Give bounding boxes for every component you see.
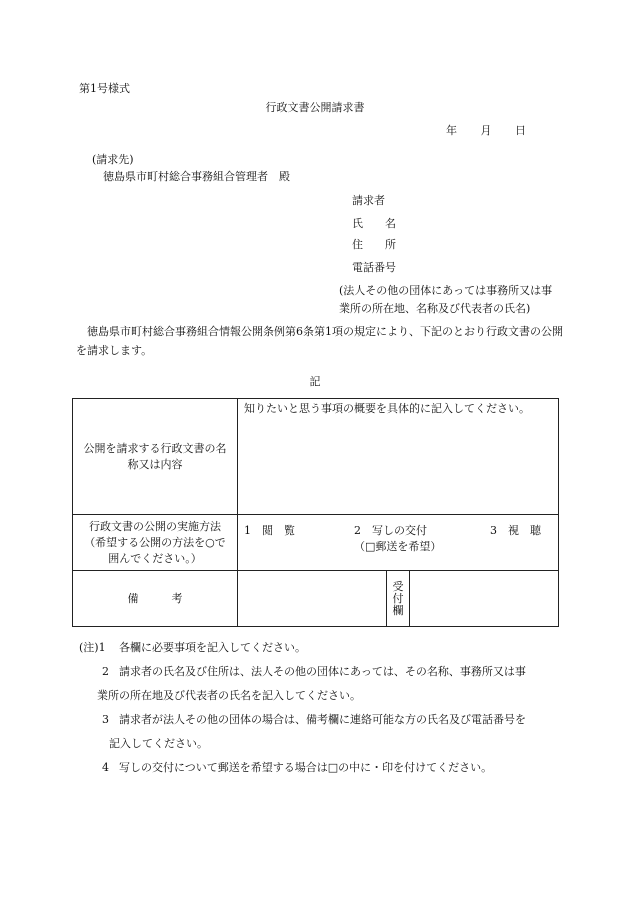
method-label: 行政文書の公開の実施方法（希望する公開の方法を○で囲んでください。） [84, 519, 226, 565]
note-2-number: 2 [102, 665, 109, 678]
remarks-label: 備 考 [73, 571, 238, 627]
note-4-number: 4 [102, 761, 109, 774]
requester-phone-label: 電話番号 [352, 261, 396, 274]
date-day: 日 [515, 124, 526, 137]
method-row [73, 515, 559, 571]
note-3 [79, 708, 559, 732]
date-month: 月 [480, 124, 492, 137]
note-1 [79, 636, 559, 660]
method-option-listen[interactable]: 3 視 聴 [490, 524, 541, 537]
note-2-cont [79, 684, 559, 708]
method-label-cell [73, 515, 238, 571]
note-1-text: 各欄に必要事項を記入してください。 [119, 641, 306, 654]
document-hint-text: 知りたいと思う事項の概要を具体的に記入してください。 [244, 402, 530, 415]
note-2 [79, 660, 559, 684]
document-content-field[interactable] [238, 399, 559, 515]
notes-section [79, 636, 559, 780]
note-4 [79, 756, 559, 780]
reception-label: 受 付 欄 [392, 579, 404, 617]
corporation-note: (法人その他の団体にあっては事務所又は事業所の所在地、名称及び代表者の氏名) [339, 284, 553, 315]
note-4-text: 写しの交付について郵送を希望する場合は□の中に・印を付けてください。 [119, 761, 493, 774]
remarks-row [73, 571, 559, 627]
document-row [73, 399, 559, 515]
document-name-label: 公開を請求する行政文書の名称又は内容 [83, 442, 227, 471]
requester-label: 請求者 [352, 194, 385, 207]
recipient-label: (請求先) [92, 153, 134, 166]
requester-name-label: 氏 名 [352, 217, 396, 230]
request-form-table [72, 398, 559, 627]
note-3-line1: 請求者が法人その他の団体の場合は、備考欄に連絡可能な方の氏名及び電話番号を [119, 713, 526, 726]
method-options-cell [238, 515, 559, 571]
request-body-text: 徳島県市町村総合事務組合情報公開条例第6条第1項の規定により、下記のとおり行政文書の公開を請求します。 [76, 325, 563, 357]
requester-address-label: 住 所 [352, 238, 396, 251]
note-3-cont [79, 732, 559, 756]
note-3-line2: 記入してください。 [109, 737, 208, 750]
document-title: 行政文書公開請求書 [265, 101, 365, 114]
method-option-view[interactable]: 1 閲 覧 [244, 524, 295, 537]
date-line [446, 123, 526, 138]
mail-option-checkbox[interactable]: （□郵送を希望） [354, 540, 442, 553]
note-2-line2: 業所の所在地及び代表者の氏名を記入してください。 [97, 689, 361, 702]
reception-label-cell [387, 571, 410, 627]
form-number: 第1号様式 [79, 82, 130, 95]
note-3-number: 3 [102, 713, 109, 726]
date-year: 年 [446, 124, 457, 137]
document-label-cell [73, 399, 238, 515]
method-option-copy[interactable]: 2 写しの交付 [354, 524, 427, 537]
ki-heading: 記 [309, 375, 321, 388]
recipient-name: 徳島県市町村総合事務組合管理者 殿 [103, 170, 290, 183]
remarks-field[interactable] [238, 571, 387, 627]
note-1-number: (注)1 [79, 641, 106, 654]
reception-field [410, 571, 559, 627]
note-2-line1: 請求者の氏名及び住所は、法人その他の団体にあっては、その名称、事務所又は事 [119, 665, 526, 678]
